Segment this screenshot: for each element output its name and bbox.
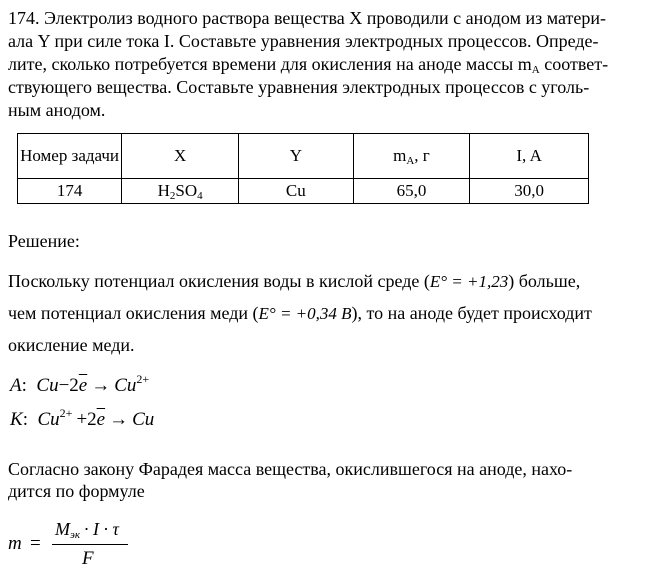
cathode-ion: Cu	[37, 409, 60, 430]
cathode-charge: 2+	[59, 406, 73, 420]
cell-task-number: 174	[18, 179, 122, 204]
cell-current: 30,0	[470, 179, 589, 204]
formula-num-sub: эк	[70, 529, 80, 541]
cell-y: Cu	[239, 179, 354, 204]
cell-x-so: SO	[175, 180, 198, 200]
problem-line-1: 174. Электролиз водного раствора вещества X проводили с анодом из матери-	[8, 8, 606, 28]
anode-charge: 2+	[136, 372, 150, 386]
p1-l2-formula: E° = +0,34 B	[258, 304, 352, 323]
problem-line-4: ствующего вещества. Составьте уравнения электродных процессов с уголь-	[8, 77, 590, 97]
p1-l2-text-a: чем потенциал окисления меди (	[8, 303, 259, 323]
task-table	[17, 133, 589, 204]
cathode-label: K	[10, 409, 23, 430]
formula-num-rest: · I · τ	[84, 519, 119, 539]
p1-l1-text-b: ) больше,	[508, 271, 581, 291]
cathode-plus: +2	[76, 409, 97, 430]
header-mass-m: m	[393, 145, 407, 165]
cell-mass: 65,0	[353, 179, 470, 204]
table-row	[18, 179, 589, 204]
formula-denominator: F	[82, 548, 94, 569]
anode-lhs: Cu	[36, 375, 59, 396]
header-task-number: Номер задачи	[18, 134, 122, 179]
paragraph1-line3: окисление меди.	[8, 335, 135, 355]
header-mass	[353, 134, 470, 179]
anode-label: A	[10, 375, 22, 396]
cell-x	[122, 179, 239, 204]
header-y: Y	[239, 134, 354, 179]
cell-x-sub1: 2	[169, 189, 176, 202]
anode-electron: $\overline{e}$	[78, 375, 88, 396]
cell-x-h: H	[157, 180, 170, 200]
paragraph1-line1	[8, 270, 580, 293]
header-current: I, A	[470, 134, 589, 179]
anode-arrow: →	[91, 375, 111, 396]
problem-line-3-text: лите, сколько потребуется времени для окисления на аноде массы m	[8, 54, 532, 74]
cathode-arrow: →	[109, 409, 129, 430]
formula-fraction-bar	[52, 544, 128, 545]
header-mass-unit: , г	[414, 145, 430, 165]
header-x: X	[122, 134, 239, 179]
problem-line-2: ала Y при силе тока I. Составьте уравнения электродных процессов. Опреде-	[8, 31, 599, 51]
solution-label: Решение:	[8, 231, 80, 251]
anode-equation	[10, 372, 149, 397]
problem-line-3-sub: A	[531, 64, 540, 76]
p1-l1-text-a: Поскольку потенциал окисления воды в кислой среде (	[8, 271, 430, 291]
formula-numerator	[55, 519, 119, 541]
cathode-colon: :	[22, 409, 38, 430]
problem-line-3-end: соответ-	[539, 54, 609, 74]
cathode-equation	[10, 406, 154, 431]
cell-x-sub2: 4	[197, 189, 203, 202]
formula-eq: =	[30, 533, 41, 554]
formula-num-m: M	[55, 519, 70, 539]
paragraph2-line2: дится по формуле	[8, 481, 145, 501]
formula-lhs: m	[8, 533, 22, 554]
anode-colon: :	[21, 375, 37, 396]
header-mass-sub: A	[406, 154, 415, 167]
cathode-electron: $\overline{e}$	[96, 409, 106, 430]
p1-l2-text-b: ), то на аноде будет происходит	[351, 303, 592, 323]
table-header-row	[18, 134, 589, 179]
anode-ion: Cu	[114, 375, 137, 396]
paragraph1-line2	[8, 302, 592, 325]
anode-minus: −2	[58, 375, 79, 396]
paragraph2-line1: Согласно закону Фарадея масса вещества, окислившегося на аноде, нахо-	[8, 459, 573, 479]
cathode-rhs: Cu	[132, 409, 155, 430]
p1-l1-formula: E° = +1,23	[429, 272, 509, 291]
problem-line-5: ным анодом.	[8, 100, 106, 120]
